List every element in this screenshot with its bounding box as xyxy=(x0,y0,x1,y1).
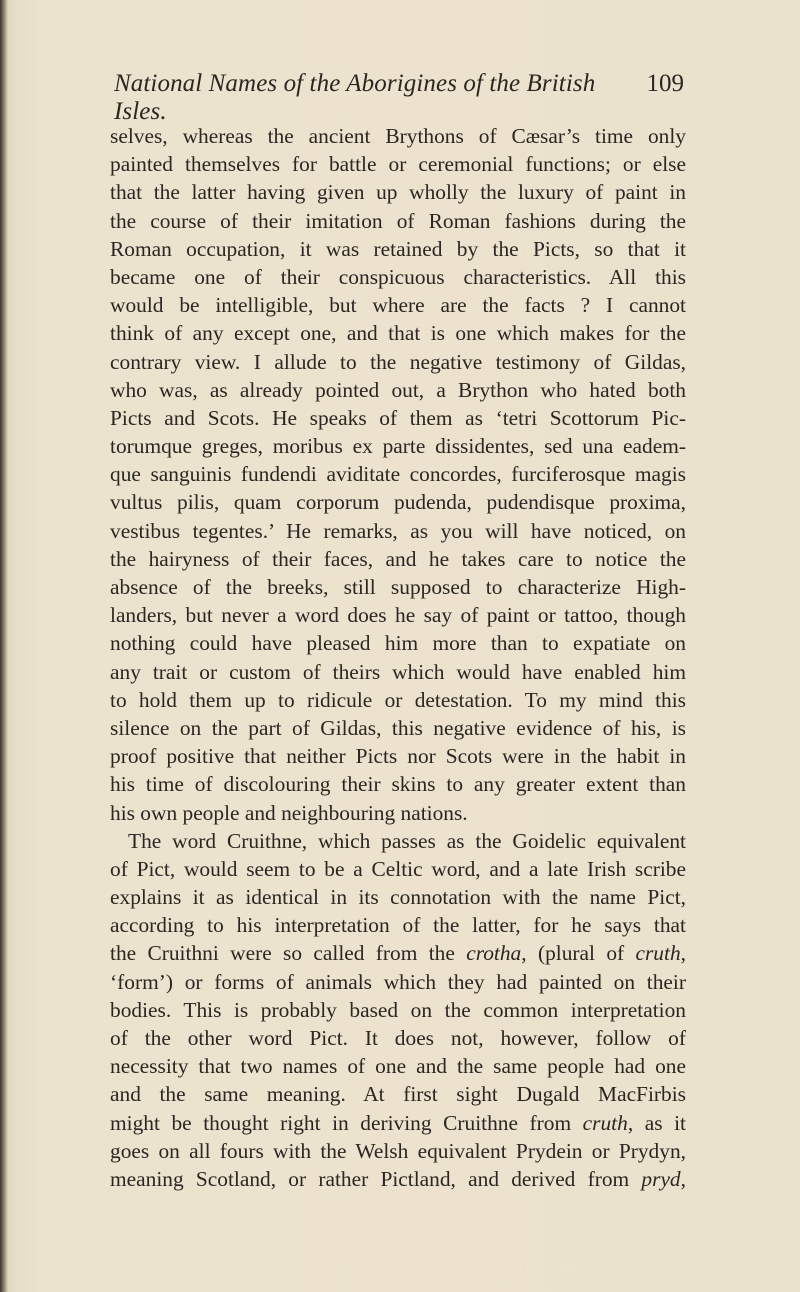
text-segment: who was, as already pointed out, a Brython who hated both xyxy=(110,377,686,402)
text-segment: according to his interpretation of the latter, for he says that xyxy=(110,913,686,938)
text-segment: necessity that two names of one and the same people had one xyxy=(110,1054,686,1079)
text-segment: silence on the part of Gildas, this negative evidence of his, is xyxy=(110,715,686,740)
text-segment: vestibus tegentes.’ He remarks, as you will have noticed, on xyxy=(110,518,686,543)
italic-word: cruth xyxy=(582,1110,628,1135)
text-line xyxy=(110,488,686,516)
text-segment: the course of their imitation of Roman fashions during the xyxy=(110,208,686,233)
text-segment: The word Cruithne, which passes as the Goidelic equivalent xyxy=(128,828,686,853)
text-line xyxy=(110,1024,686,1052)
text-segment: to hold them up to ridicule or detestation. To my mind this xyxy=(110,687,686,712)
text-segment: selves, whereas the ancient Brythons of Cæsar’s time only xyxy=(110,124,686,148)
text-line xyxy=(110,319,686,347)
text-segment: que sanguinis fundendi aviditate concordes, furciferosque magis xyxy=(110,462,686,487)
text-line xyxy=(110,629,686,657)
text-line xyxy=(110,1052,686,1080)
text-segment: ‘form’) or forms of animals which they had painted on their xyxy=(110,969,686,994)
text-line xyxy=(110,263,686,291)
text-line xyxy=(110,1080,686,1108)
text-line xyxy=(110,122,686,150)
text-line xyxy=(110,404,686,432)
text-line xyxy=(110,376,686,404)
text-line xyxy=(110,235,686,263)
text-line xyxy=(110,207,686,235)
text-segment: that the latter having given up wholly the luxury of paint in xyxy=(110,180,686,205)
text-line xyxy=(110,827,686,855)
text-segment: proof positive that neither Picts nor Scots were in the habit in xyxy=(110,744,686,769)
text-segment: of Pict, would seem to be a Celtic word, and a late Irish scribe xyxy=(110,856,686,881)
text-segment: , as it xyxy=(627,1110,686,1135)
text-line xyxy=(110,517,686,545)
text-segment: might be thought right in deriving Cruithne from xyxy=(110,1110,583,1135)
text-line xyxy=(110,714,686,742)
text-line xyxy=(110,968,686,996)
text-segment: would be intelligible, but where are the facts ? I cannot xyxy=(110,293,686,318)
text-segment: goes on all fours with the Welsh equivalent Prydein or Prydyn, xyxy=(110,1138,686,1163)
text-segment: meaning Scotland, or rather Pictland, and derived from xyxy=(110,1166,642,1191)
text-line xyxy=(110,883,686,911)
text-line xyxy=(110,291,686,319)
text-line xyxy=(110,1109,686,1137)
running-head xyxy=(114,70,684,125)
text-line xyxy=(110,658,686,686)
italic-word: crotha xyxy=(466,941,522,966)
text-segment: his own people and neighbouring nations. xyxy=(110,800,468,825)
text-segment: Picts and Scots. He speaks of them as ‘tetri Scottorum Pic- xyxy=(110,405,686,430)
text-line xyxy=(110,855,686,883)
text-segment: the Cruithni were so called from the xyxy=(110,941,467,966)
text-segment: of the other word Pict. It does not, however, follow of xyxy=(110,1026,686,1050)
text-segment: became one of their conspicuous characteristics. All this xyxy=(110,264,686,289)
text-line xyxy=(110,178,686,206)
text-segment: , xyxy=(680,1166,686,1191)
text-segment: torumque greges, moribus ex parte dissidentes, sed una eadem- xyxy=(110,434,686,459)
italic-word: pryd xyxy=(641,1166,681,1191)
text-line xyxy=(110,432,686,460)
text-line xyxy=(110,996,686,1024)
text-segment: painted themselves for battle or ceremonial functions; or else xyxy=(110,152,686,177)
text-segment: , (plural of xyxy=(521,941,636,966)
text-line xyxy=(110,770,686,798)
text-segment: bodies. This is probably based on the common interpretation xyxy=(110,997,686,1022)
text-line xyxy=(110,911,686,939)
text-segment: the hairyness of their faces, and he takes care to notice the xyxy=(110,546,686,571)
text-line xyxy=(110,601,686,629)
text-segment: vultus pilis, quam corporum pudenda, pudendisque proxima, xyxy=(110,490,686,515)
text-segment: nothing could have pleased him more than to expatiate on xyxy=(110,631,686,656)
text-line xyxy=(110,742,686,770)
page-number: 109 xyxy=(646,70,684,97)
text-segment: contrary view. I allude to the negative testimony of Gildas, xyxy=(110,349,686,374)
running-head-title: National Names of the Aborigines of the British Isles. xyxy=(114,70,596,125)
text-segment: absence of the breeks, still supposed to characterize High- xyxy=(110,575,686,599)
text-line xyxy=(110,545,686,573)
text-line xyxy=(110,348,686,376)
body-text xyxy=(110,122,686,1193)
text-segment: his time of discolouring their skins to any greater extent than xyxy=(110,772,686,797)
text-segment: any trait or custom of theirs which would have enabled him xyxy=(110,659,686,684)
text-segment: , xyxy=(680,941,686,966)
italic-word: cruth xyxy=(635,941,681,966)
text-line xyxy=(110,1137,686,1165)
text-segment: Roman occupation, it was retained by the Picts, so that it xyxy=(110,236,686,261)
text-line xyxy=(110,799,686,827)
text-line xyxy=(110,150,686,178)
text-segment: think of any except one, and that is one which makes for the xyxy=(110,321,686,346)
text-line xyxy=(110,939,686,967)
text-segment: and the same meaning. At first sight Dugald MacFirbis xyxy=(110,1082,686,1107)
page-binding-edge xyxy=(0,0,8,1292)
text-line xyxy=(110,573,686,601)
text-segment: landers, but never a word does he say of paint or tattoo, though xyxy=(110,603,686,628)
text-line xyxy=(110,1165,686,1193)
text-segment: explains it as identical in its connotation with the name Pict, xyxy=(110,885,686,910)
text-line xyxy=(110,460,686,488)
text-line xyxy=(110,686,686,714)
